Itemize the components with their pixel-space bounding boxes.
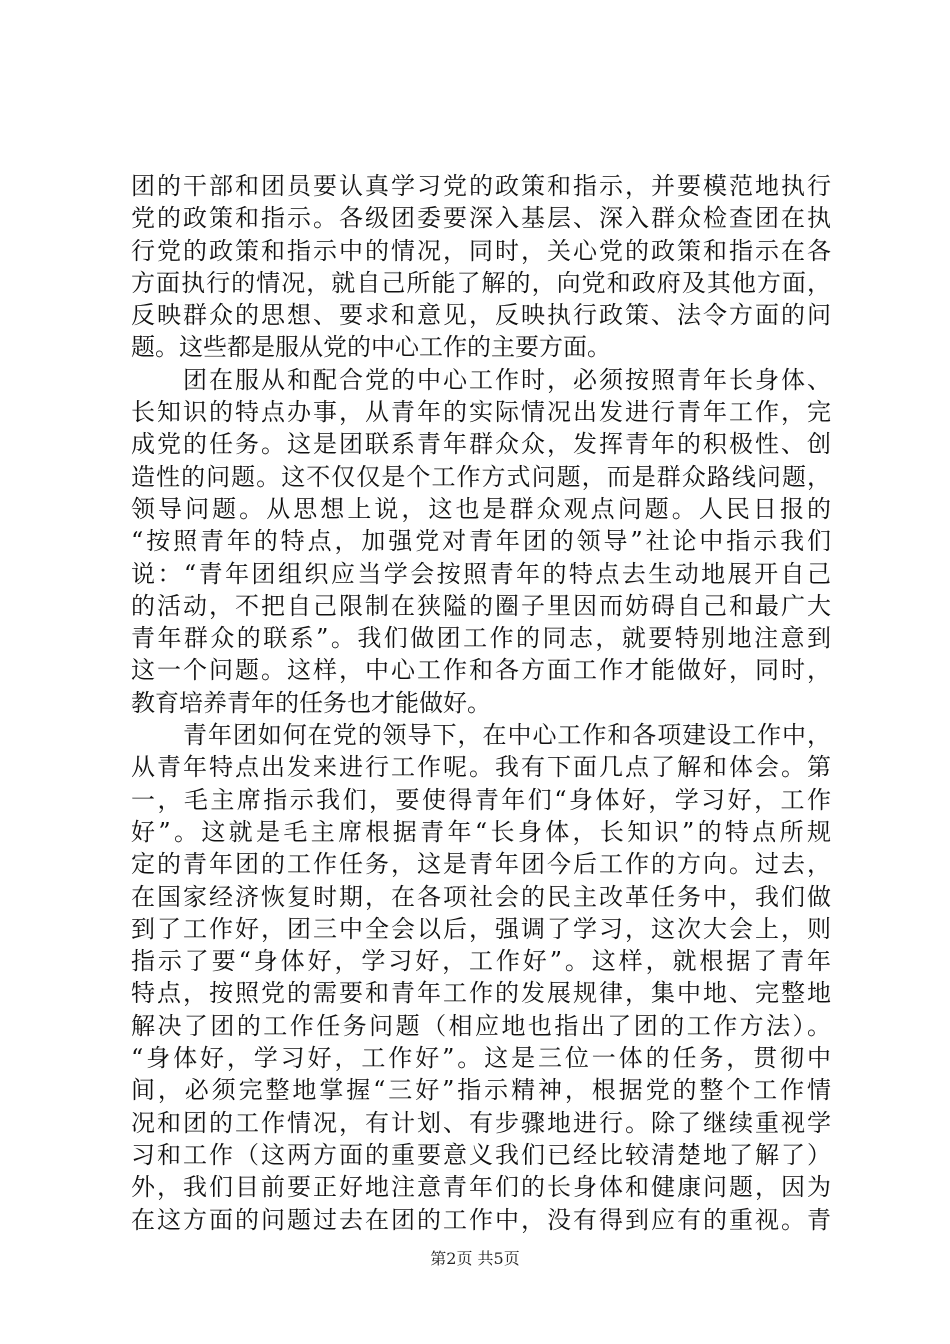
text-line: 说：“青年团组织应当学会按照青年的特点去生动地展开自己 [131, 559, 831, 588]
text-line: 定的青年团的工作任务，这是青年团今后工作的方向。过去， [131, 850, 831, 879]
text-line: 间，必须完整地掌握“三好”指示精神，根据党的整个工作情 [131, 1076, 831, 1105]
text-line: 团的干部和团员要认真学习党的政策和指示，并要模范地执行 [131, 172, 831, 200]
paragraph-first-line: 青年团如何在党的领导下，在中心工作和各项建设工作中， [183, 721, 831, 750]
text-line: 造性的问题。这不仅仅是个工作方式问题，而是群众路线问题， [131, 462, 831, 491]
text-line: 反映群众的思想、要求和意见，反映执行政策、法令方面的问 [131, 301, 831, 330]
text-line: 外，我们目前要正好地注意青年们的长身体和健康问题，因为 [131, 1173, 831, 1202]
text-line: “身体好，学习好，工作好”。这是三位一体的任务，贯彻中 [131, 1044, 831, 1073]
text-line: 青年群众的联系”。我们做团工作的同志，就要特别地注意到 [131, 624, 831, 653]
text-line: 成党的任务。这是团联系青年群众众，发挥青年的积极性、创 [131, 430, 831, 459]
page-number-footer: 第2页 共5页 [430, 1249, 520, 1268]
text-line: 的活动，不把自己限制在狭隘的圈子里因而妨碍自己和最广大 [131, 591, 831, 620]
text-line: 况和团的工作情况，有计划、有步骤地进行。除了继续重视学 [131, 1108, 831, 1137]
text-line: 好”。这就是毛主席根据青年“长身体，长知识”的特点所规 [131, 817, 831, 846]
text-line: 在国家经济恢复时期，在各项社会的民主改革任务中，我们做 [131, 882, 831, 911]
text-line: 长知识的特点办事，从青年的实际情况出发进行青年工作，完 [131, 398, 831, 427]
text-line: 从青年特点出发来进行工作呢。我有下面几点了解和体会。第 [131, 753, 831, 782]
text-line: “按照青年的特点，加强党对青年团的领导”社论中指示我们 [131, 527, 831, 556]
text-line: 一，毛主席指示我们，要使得青年们“身体好，学习好，工作 [131, 785, 831, 814]
text-line: 教育培养青年的任务也才能做好。 [131, 688, 491, 717]
text-line: 党的政策和指示。各级团委要深入基层、深入群众检查团在执 [131, 204, 831, 233]
text-line: 题。这些都是服从党的中心工作的主要方面。 [131, 333, 611, 362]
document-body [131, 170, 831, 1236]
paragraph-first-line: 团在服从和配合党的中心工作时，必须按照青年长身体、 [183, 365, 831, 394]
text-line: 解决了团的工作任务问题（相应地也指出了团的工作方法）。 [131, 1011, 831, 1040]
text-line: 到了工作好，团三中全会以后，强调了学习，这次大会上，则 [131, 914, 831, 943]
text-line: 指示了要“身体好，学习好，工作好”。这样，就根据了青年 [131, 947, 831, 976]
text-line: 特点，按照党的需要和青年工作的发展规律，集中地、完整地 [131, 979, 831, 1008]
text-line: 方面执行的情况，就自己所能了解的，向党和政府及其他方面， [131, 268, 831, 297]
text-line: 领导问题。从思想上说，这也是群众观点问题。人民日报的 [131, 494, 831, 523]
text-line: 在这方面的问题过去在团的工作中，没有得到应有的重视。青 [131, 1205, 831, 1234]
text-line: 习和工作（这两方面的重要意义我们已经比较清楚地了解了） [131, 1140, 831, 1169]
text-line: 行党的政策和指示中的情况，同时，关心党的政策和指示在各 [131, 236, 831, 265]
text-line: 这一个问题。这样，中心工作和各方面工作才能做好，同时， [131, 656, 831, 685]
